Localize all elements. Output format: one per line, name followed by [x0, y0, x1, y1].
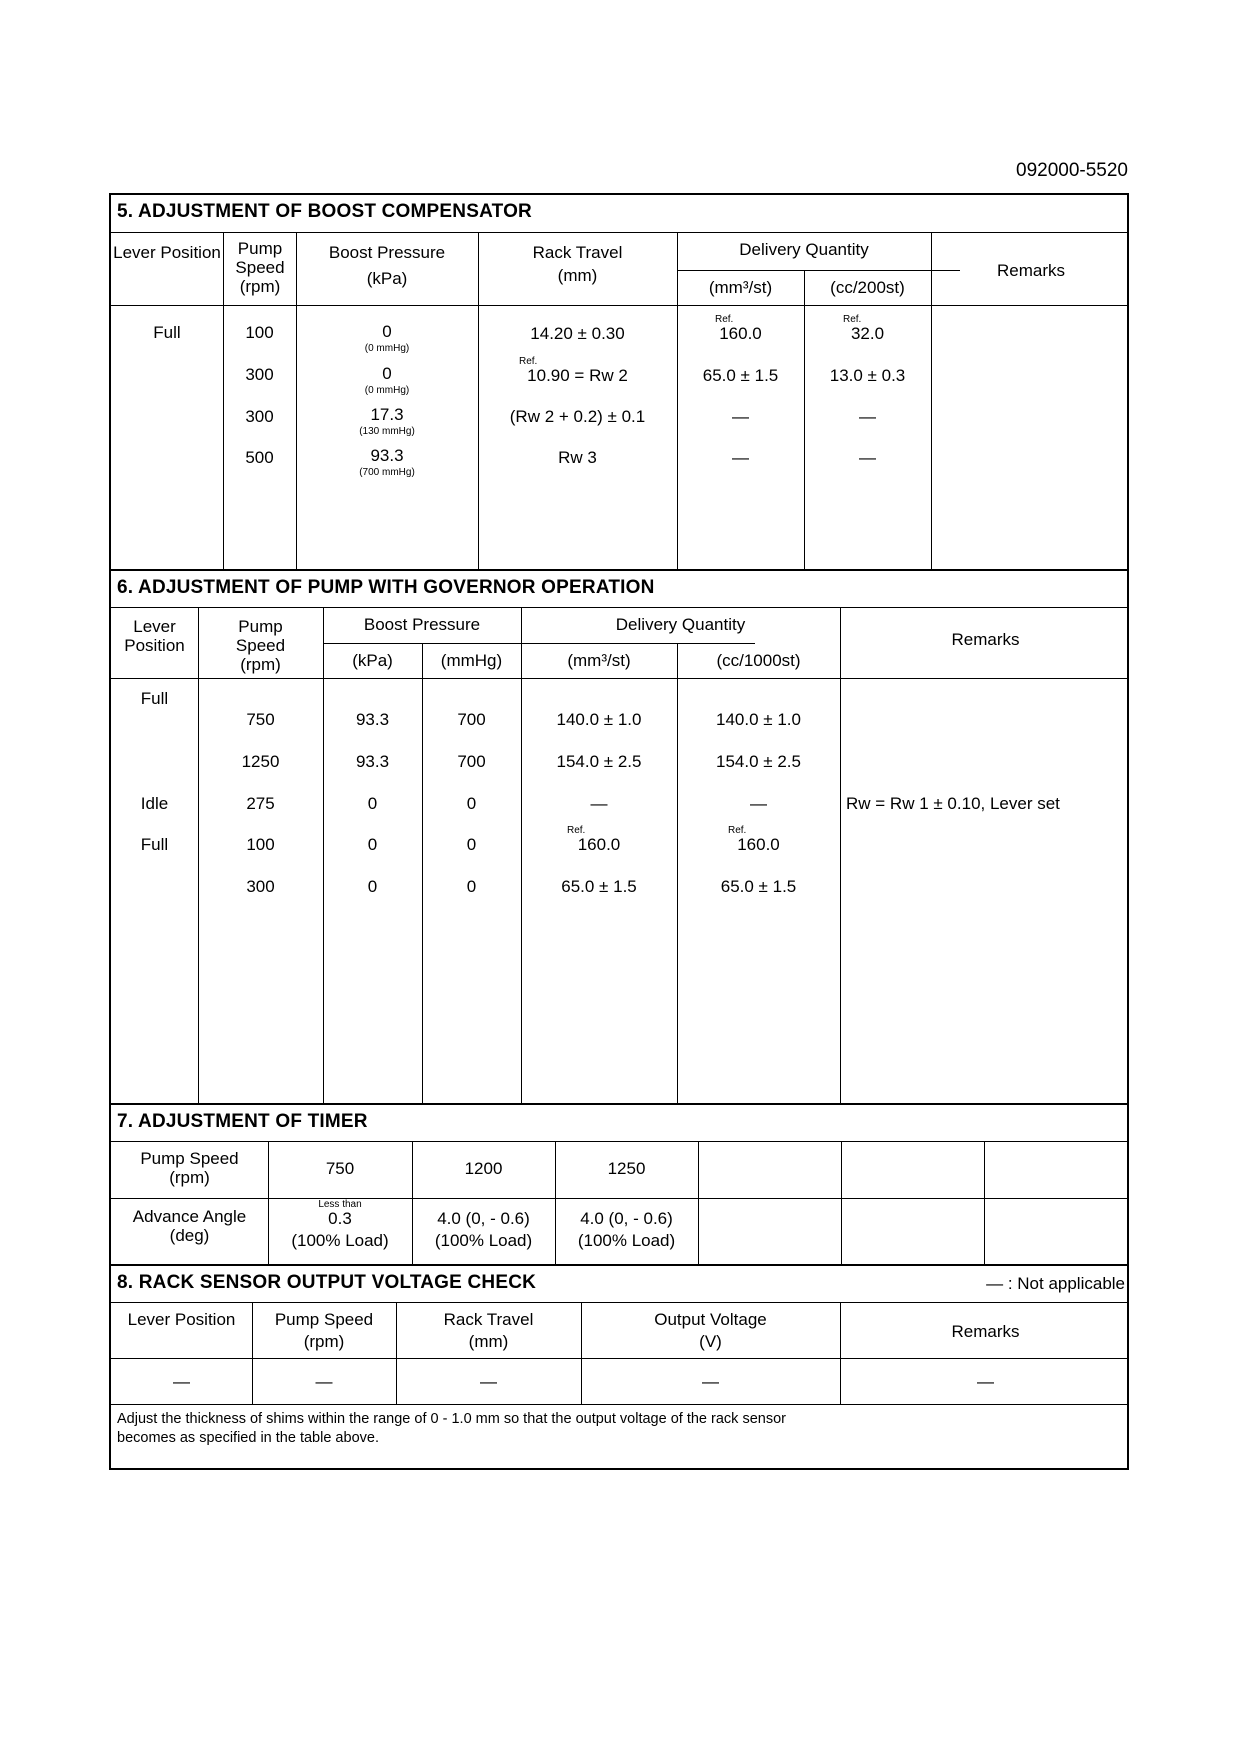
lever-position-value: Full [153, 323, 181, 342]
header-boost-unit-kpa: (kPa) [352, 651, 393, 670]
header-output-voltage: Output Voltage [654, 1310, 767, 1329]
section-6-governor-operation: 6. ADJUSTMENT OF PUMP WITH GOVERNOR OPERATION Lever Position Pump Speed (rpm) Boost Pressure (kPa) (mmHg) Delivery Quantity (mm³/st) (cc/1000st) Remarks Full 750 93.3 700 140.0 ± 1.0 140.0 ± 1.0 1250 93.3 700 154.0 ± 2.5 154.0 ± 2.5 Idle 275 0 0 — — Rw = Rw 1 ± 0.10, Lever set Full 100 0 0 Ref. 160.0 Ref. 160.0 300 0 0 65.0 ± 1.5 65.0 ± 1.5 [111, 571, 1127, 1104]
header-remarks: Remarks [951, 1322, 1020, 1341]
header-rack-travel: Rack Travel [532, 243, 623, 262]
header-pump-speed: Pump Speed [274, 1310, 374, 1329]
section-5-title: 5. ADJUSTMENT OF BOOST COMPENSATOR [117, 201, 532, 222]
section-8-title: 8. RACK SENSOR OUTPUT VOLTAGE CHECK [117, 1272, 537, 1293]
header-rack-travel: Rack Travel [443, 1310, 534, 1329]
timer-speed-1200: 1200 [464, 1159, 503, 1178]
header-delivery-unit-cc: (cc/1000st) [716, 651, 801, 670]
not-applicable-note: — : Not applicable [986, 1274, 1125, 1293]
section-7-title: 7. ADJUSTMENT OF TIMER [117, 1111, 368, 1132]
header-lever-position: Lever Position [124, 617, 185, 655]
label-advance-angle: Advance Angle (deg) [132, 1207, 247, 1245]
header-pump-speed: Pump Speed (rpm) [235, 239, 285, 296]
header-boost-pressure: Boost Pressure [363, 615, 481, 634]
header-delivery-unit-mm3: (mm³/st) [567, 651, 631, 670]
timer-speed-1250: 1250 [607, 1159, 646, 1178]
header-boost-pressure: Boost Pressure [328, 243, 446, 262]
section-7-timer: 7. ADJUSTMENT OF TIMER Pump Speed (rpm) 750 1200 1250 Advance Angle (deg) Less than 0.3 (100% Load) 4.0 (0, - 0.6) (100% Load) 4.0 (0, - 0.6) (100% Load) [111, 1105, 1127, 1265]
header-remarks: Remarks [951, 630, 1020, 649]
header-delivery-unit-mm3: (mm³/st) [708, 278, 773, 297]
section-5-boost-compensator: 5. ADJUSTMENT OF BOOST COMPENSATOR Lever Position Pump Speed (rpm) Boost Pressure (kPa) Rack Travel (mm) Delivery Quantity (mm³/st) (cc/200st) Remarks Full 100 0 (0 mmHg) 14.20 ± 0.30 Ref. 160.0 Ref. 32.0 300 0 (0 mmHg) Ref. 10.90 = Rw 2 65.0 ± 1.5 13.0 ± 0.3 300 17.3 (130 mmHg) (Rw 2 + 0.2) ± 0.1 — — 500 93.3 (700 mmHg) Rw 3 — — [111, 195, 1127, 570]
header-boost-unit-mmhg: (mmHg) [440, 651, 503, 670]
section-6-title: 6. ADJUSTMENT OF PUMP WITH GOVERNOR OPERATION [117, 577, 655, 598]
shim-adjustment-note-line-1: Adjust the thickness of shims within the range of 0 - 1.0 mm so that the output voltage of the rack sensor [117, 1411, 786, 1427]
header-delivery-quantity: Delivery Quantity [615, 615, 746, 634]
header-voltage-unit: (V) [699, 1332, 722, 1351]
header-pump-speed: Pump Speed (rpm) [235, 617, 286, 674]
header-delivery-quantity: Delivery Quantity [739, 240, 869, 259]
header-remarks: Remarks [996, 261, 1065, 280]
header-lever-position: Lever Position [127, 1310, 236, 1329]
spec-sheet-frame [109, 193, 1129, 1470]
header-rack-unit: (mm) [557, 266, 598, 285]
label-pump-speed: Pump Speed (rpm) [140, 1149, 239, 1187]
header-rack-unit: (mm) [468, 1332, 509, 1351]
section-8-rack-sensor: 8. RACK SENSOR OUTPUT VOLTAGE CHECK — : Not applicable Lever Position Pump Speed (rpm) Rack Travel (mm) Output Voltage (V) Remarks — — — — — Adjust the thickness of shims within the range of 0 - 1.0 mm so that the output voltage of the rack sensor becomes as specified in the table above. [111, 1266, 1127, 1472]
header-pump-unit: (rpm) [303, 1332, 345, 1351]
document-number: 092000-5520 [1016, 160, 1128, 181]
shim-adjustment-note-line-2: becomes as specified in the table above. [117, 1430, 379, 1446]
header-lever-position: Lever Position [113, 243, 221, 262]
timer-speed-750: 750 [325, 1159, 355, 1178]
header-boost-unit: (kPa) [366, 269, 408, 288]
header-delivery-unit-cc: (cc/200st) [830, 278, 905, 297]
remarks-lever-set: Rw = Rw 1 ± 0.10, Lever set [846, 794, 1060, 813]
